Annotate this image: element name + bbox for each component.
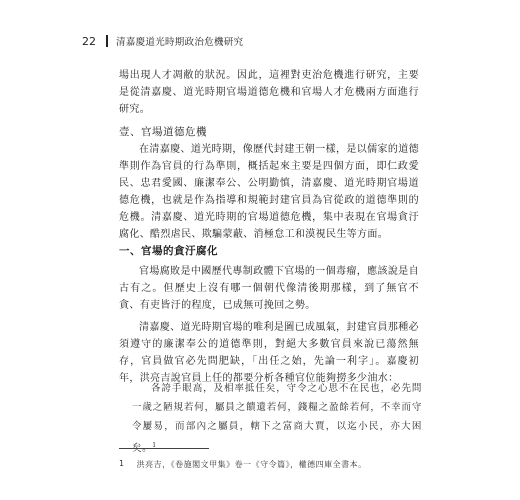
footnote bbox=[119, 459, 367, 470]
running-title: 清嘉慶道光時期政治危機研究 bbox=[116, 37, 244, 48]
section-paragraph: 在清嘉慶、道光時期，像歷代封建王朝一樣，是以儒家的道德準則作為官員的行為準則，概括起來主要是四個方面，即仁政愛民、忠君愛國、廉潔奉公、公明勤慎，清嘉慶、道光時期官場道德危機，也就是作為指導和規範封建官員為官從政的道德準則的危機。清嘉慶、道光時期的官場道德危機，集中表現在官場貪汙腐化、酷烈虐民、欺騙蒙蔽、消極怠工和漠視民生等方面。 bbox=[119, 144, 419, 240]
intro-paragraph: 場出現人才凋敝的狀況。因此，這裡對吏治危機進行研究，主要是從清嘉慶、道光時期官場道德危機和官場人才危機兩方面進行研究。 bbox=[119, 70, 419, 115]
header-divider bbox=[106, 35, 108, 47]
subsection-paragraph-2: 清嘉慶、道光時期官場的唯利是圖已成風氣，封建官員那種必須遵守的廉潔奉公的道德準則，對絕大多數官員來說已蕩然無存，官員做官必先問肥缺，「出任之始，先論一利字」。嘉慶初年，洪亮吉說官員上任的都要分析各種官位能夠撈多少油水： bbox=[119, 322, 419, 384]
running-header bbox=[82, 34, 243, 48]
footnote-text: 洪亮吉，《卷施閣文甲集》卷一《守令篇》，權德四庫全書本。 bbox=[136, 460, 367, 469]
section-heading: 壹、官場道德危機 bbox=[119, 126, 207, 138]
footnote-rule bbox=[119, 448, 209, 449]
subsection-heading: 一、官場的貪汙腐化 bbox=[119, 245, 218, 257]
page-number: 22 bbox=[82, 34, 96, 48]
footnote-marker: 1 bbox=[152, 442, 157, 449]
block-quote bbox=[132, 379, 422, 458]
subsection-paragraph-1: 官場腐敗是中國歷代專制政體下官場的一個毒瘤，應該說是自古有之。但歷史上沒有哪一個朝代像清後期那樣，到了無官不貪、有吏皆汙的程度，已成無可挽回之勢。 bbox=[119, 266, 419, 311]
quote-text: 各誇手眼高，及相率抵任矣，守令之心思不在民也，必先問一歲之陋規若何，屬員之饋遺若何，錢糧之盈餘若何，不幸而守令屢易，而部內之屬員，轄下之富商大賈，以迄小民，亦大困矣。 bbox=[132, 383, 422, 455]
footnote-number: 1 bbox=[119, 459, 125, 468]
